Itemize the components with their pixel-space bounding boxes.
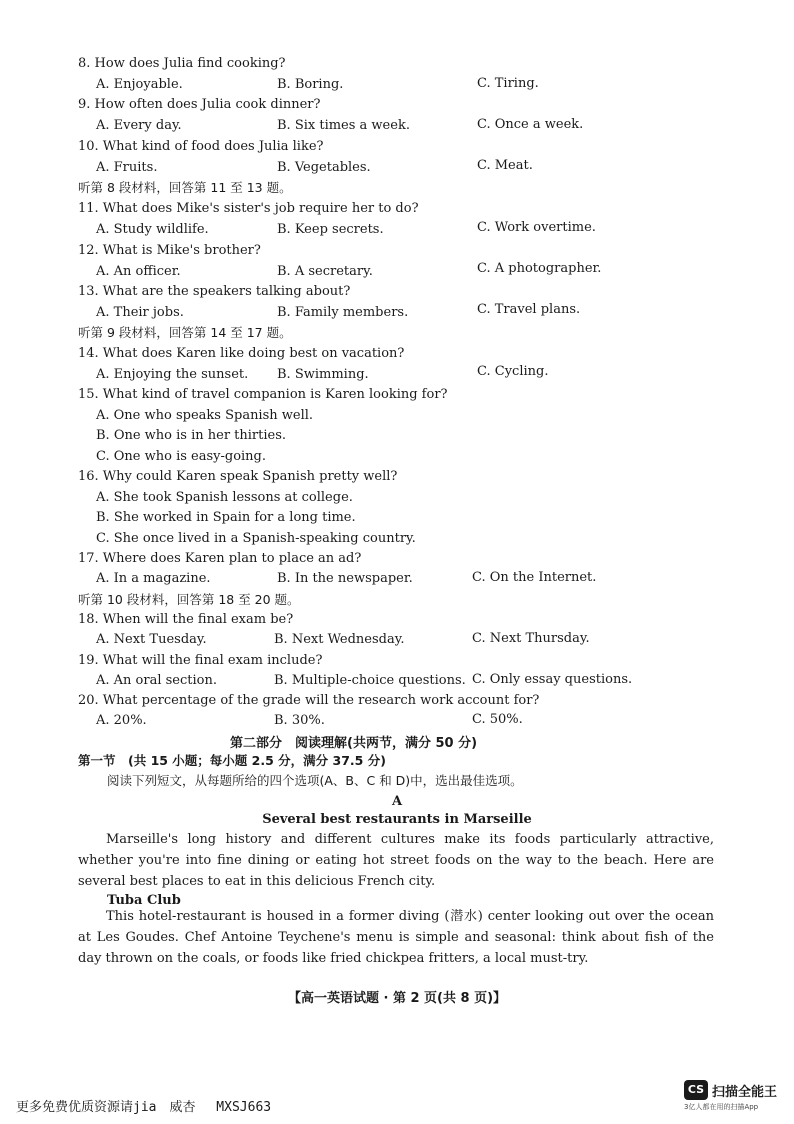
q9-option-c: C. Once a week. [477,117,584,132]
q19-option-c: C. Only essay questions. [472,672,633,687]
q20-option-b: B. 30%. [274,713,325,728]
question-10: 10. What kind of food does Julia like? [78,139,324,154]
q18-option-b: B. Next Wednesday. [274,632,405,647]
q20-option-a: A. 20%. [96,713,147,728]
q10-option-b: B. Vegetables. [277,160,371,175]
passage-paragraph-1: Marseille's long history and different cultures make its foods particularly attractive, whether you're into fine dining or eating hot street foods on the way to the beach. Here are several best places to eat in this delicious French city. [78,832,714,889]
restaurant-heading-tuba-club: Tuba Club [107,893,181,908]
q11-option-a: A. Study wildlife. [96,222,209,237]
q11-option-c: C. Work overtime. [477,220,596,235]
q13-option-b: B. Family members. [277,305,409,320]
q20-option-c: C. 50%. [472,712,523,727]
question-20: 20. What percentage of the grade will the research work account for? [78,693,540,708]
camscanner-badge-icon: CS [684,1080,708,1100]
reading-directions: 阅读下列短文，从每题所给的四个选项(A、B、C 和 D)中，选出最佳选项。 [107,773,523,788]
q17-option-a: A. In a magazine. [96,571,211,586]
q10-option-a: A. Fruits. [96,160,158,175]
q9-option-b: B. Six times a week. [277,118,410,133]
passage-paragraph-2: This hotel-restaurant is housed in a former diving (潜水) center looking out over the ocean at Les Goudes. Chef Antoine Teychene's menu is simple and seasonal: think about fish of the day thrown on the coals, or foods like fried chickpea fritters, a local must-try. [78,909,714,966]
passage-title: Several best restaurants in Marseille [262,812,532,827]
part-two-heading: 第二部分 阅读理解(共两节，满分 50 分) [230,736,478,751]
instruction-section-10: 听第 10 段材料，回答第 18 至 20 题。 [78,592,300,607]
question-16: 16. Why could Karen speak Spanish pretty well? [78,469,398,484]
q16-option-b: B. She worked in Spain for a long time. [96,510,356,525]
question-13: 13. What are the speakers talking about? [78,284,351,299]
question-12: 12. What is Mike's brother? [78,243,261,258]
question-19: 19. What will the final exam include? [78,653,323,668]
section-one-heading: 第一节 (共 15 小题；每小题 2.5 分，满分 37.5 分) [78,753,386,768]
q8-option-a: A. Enjoyable. [96,77,183,92]
question-8: 8. How does Julia find cooking? [78,56,286,71]
q15-option-a: A. One who speaks Spanish well. [96,408,314,423]
q15-option-c: C. One who is easy-going. [96,449,267,464]
instruction-section-8: 听第 8 段材料，回答第 11 至 13 题。 [78,180,292,195]
q10-option-c: C. Meat. [477,158,533,173]
q8-option-b: B. Boring. [277,77,344,92]
q9-option-a: A. Every day. [96,118,182,133]
page-footer: 【高一英语试题 · 第 2 页(共 8 页)】 [287,991,507,1006]
camscanner-tagline: 3亿人都在用的扫描App [684,1103,759,1111]
q12-option-a: A. An officer. [96,264,181,279]
q18-option-c: C. Next Thursday. [472,631,590,646]
q14-option-b: B. Swimming. [277,367,369,382]
q17-option-c: C. On the Internet. [472,570,597,585]
resource-note: 更多免费优质资源请jia 威杏 MXSJ663 [16,1100,272,1115]
question-17: 17. Where does Karen plan to place an ad? [78,551,362,566]
question-11: 11. What does Mike's sister's job require her to do? [78,201,419,216]
q16-option-a: A. She took Spanish lessons at college. [96,490,353,505]
q13-option-c: C. Travel plans. [477,302,581,317]
q19-option-a: A. An oral section. [96,673,217,688]
q14-option-a: A. Enjoying the sunset. [96,367,249,382]
q14-option-c: C. Cycling. [477,364,549,379]
q15-option-b: B. One who is in her thirties. [96,428,287,443]
camscanner-name: 扫描全能王 [712,1085,778,1100]
question-14: 14. What does Karen like doing best on vacation? [78,346,405,361]
instruction-section-9: 听第 9 段材料，回答第 14 至 17 题。 [78,325,292,340]
question-9: 9. How often does Julia cook dinner? [78,97,321,112]
q12-option-c: C. A photographer. [477,261,602,276]
q19-option-b: B. Multiple-choice questions. [274,673,466,688]
q12-option-b: B. A secretary. [277,264,373,279]
camscanner-logo [684,1080,794,1116]
q18-option-a: A. Next Tuesday. [96,632,207,647]
q16-option-c: C. She once lived in a Spanish-speaking country. [96,531,416,546]
question-18: 18. When will the final exam be? [78,612,294,627]
passage-letter: A [391,794,403,809]
q8-option-c: C. Tiring. [477,76,539,91]
q13-option-a: A. Their jobs. [96,305,184,320]
q11-option-b: B. Keep secrets. [277,222,384,237]
q17-option-b: B. In the newspaper. [277,571,413,586]
question-15: 15. What kind of travel companion is Karen looking for? [78,387,448,402]
